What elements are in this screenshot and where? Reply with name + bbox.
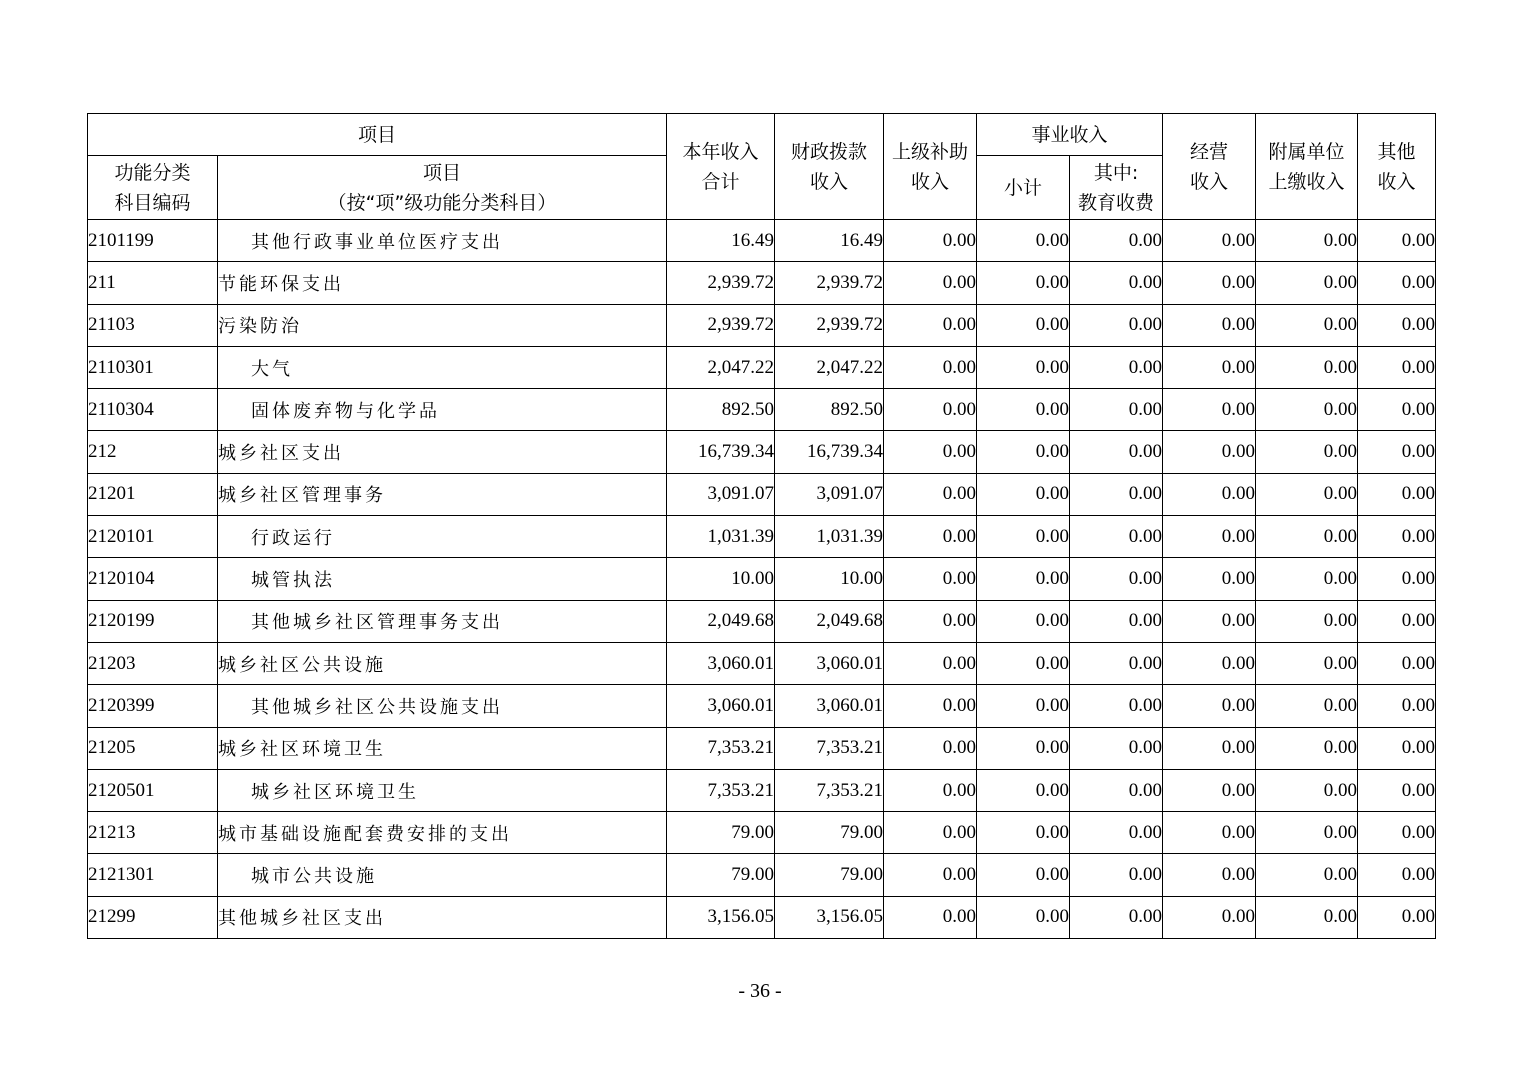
operating-cell: 0.00 <box>1163 431 1256 473</box>
superior-cell: 0.00 <box>884 685 977 727</box>
subtotal-cell: 0.00 <box>977 727 1070 769</box>
affiliated-cell: 0.00 <box>1256 516 1358 558</box>
fiscal-income-header: 财政拨款 收入 <box>775 114 884 220</box>
fiscal-cell: 7,353.21 <box>775 769 884 811</box>
fiscal-cell: 79.00 <box>775 812 884 854</box>
total-cell: 3,091.07 <box>667 473 775 515</box>
item-name-cell: 城市公共设施 <box>218 854 667 896</box>
subtotal-cell: 0.00 <box>977 304 1070 346</box>
table-row <box>88 346 1436 388</box>
superior-cell: 0.00 <box>884 262 977 304</box>
fiscal-cell: 16,739.34 <box>775 431 884 473</box>
superior-cell: 0.00 <box>884 220 977 262</box>
affiliated-cell: 0.00 <box>1256 389 1358 431</box>
code-cell: 21201 <box>88 473 218 515</box>
education-cell: 0.00 <box>1070 431 1163 473</box>
table-body <box>88 220 1436 939</box>
operating-cell: 0.00 <box>1163 642 1256 684</box>
total-cell: 2,049.68 <box>667 600 775 642</box>
education-cell: 0.00 <box>1070 812 1163 854</box>
total-cell: 2,047.22 <box>667 346 775 388</box>
subtotal-cell: 0.00 <box>977 600 1070 642</box>
affiliated-cell: 0.00 <box>1256 854 1358 896</box>
other-income-header: 其他 收入 <box>1358 114 1436 220</box>
other-cell: 0.00 <box>1358 854 1436 896</box>
total-cell: 2,939.72 <box>667 304 775 346</box>
subtotal-cell: 0.00 <box>977 473 1070 515</box>
education-cell: 0.00 <box>1070 896 1163 938</box>
fiscal-cell: 3,156.05 <box>775 896 884 938</box>
subtotal-cell: 0.00 <box>977 896 1070 938</box>
table-row <box>88 727 1436 769</box>
project-group-header: 项目 <box>88 114 667 156</box>
total-cell: 3,156.05 <box>667 896 775 938</box>
other-cell: 0.00 <box>1358 473 1436 515</box>
item-name-cell: 其他城乡社区支出 <box>218 896 667 938</box>
fiscal-cell: 16.49 <box>775 220 884 262</box>
subtotal-cell: 0.00 <box>977 431 1070 473</box>
education-cell: 0.00 <box>1070 685 1163 727</box>
education-cell: 0.00 <box>1070 220 1163 262</box>
code-cell: 2110301 <box>88 346 218 388</box>
subtotal-cell: 0.00 <box>977 854 1070 896</box>
item-name-cell: 污染防治 <box>218 304 667 346</box>
affiliated-cell: 0.00 <box>1256 727 1358 769</box>
code-cell: 2120101 <box>88 516 218 558</box>
education-cell: 0.00 <box>1070 346 1163 388</box>
table-row <box>88 558 1436 600</box>
code-cell: 2120199 <box>88 600 218 642</box>
item-name-cell: 城乡社区环境卫生 <box>218 727 667 769</box>
code-cell: 21299 <box>88 896 218 938</box>
operating-cell: 0.00 <box>1163 600 1256 642</box>
operating-cell: 0.00 <box>1163 516 1256 558</box>
item-name-cell: 城乡社区公共设施 <box>218 642 667 684</box>
operating-cell: 0.00 <box>1163 220 1256 262</box>
subtotal-cell: 0.00 <box>977 812 1070 854</box>
total-cell: 2,939.72 <box>667 262 775 304</box>
superior-cell: 0.00 <box>884 431 977 473</box>
code-cell: 2110304 <box>88 389 218 431</box>
subtotal-cell: 0.00 <box>977 346 1070 388</box>
operating-cell: 0.00 <box>1163 812 1256 854</box>
education-fees-header: 其中: 教育收费 <box>1070 156 1163 220</box>
fiscal-cell: 10.00 <box>775 558 884 600</box>
total-cell: 79.00 <box>667 812 775 854</box>
business-income-header: 事业收入 <box>977 114 1163 156</box>
total-cell: 16,739.34 <box>667 431 775 473</box>
total-cell: 3,060.01 <box>667 642 775 684</box>
table-row <box>88 473 1436 515</box>
operating-cell: 0.00 <box>1163 727 1256 769</box>
affiliated-cell: 0.00 <box>1256 812 1358 854</box>
table-row <box>88 600 1436 642</box>
total-cell: 16.49 <box>667 220 775 262</box>
affiliated-cell: 0.00 <box>1256 473 1358 515</box>
education-cell: 0.00 <box>1070 727 1163 769</box>
table-row <box>88 685 1436 727</box>
table-row <box>88 431 1436 473</box>
other-cell: 0.00 <box>1358 431 1436 473</box>
affiliated-cell: 0.00 <box>1256 769 1358 811</box>
code-cell: 212 <box>88 431 218 473</box>
superior-cell: 0.00 <box>884 389 977 431</box>
other-cell: 0.00 <box>1358 220 1436 262</box>
superior-cell: 0.00 <box>884 346 977 388</box>
subtotal-cell: 0.00 <box>977 262 1070 304</box>
item-header: 项目 （按“项”级功能分类科目） <box>218 156 667 220</box>
other-cell: 0.00 <box>1358 516 1436 558</box>
table-row <box>88 304 1436 346</box>
subtotal-cell: 0.00 <box>977 558 1070 600</box>
education-cell: 0.00 <box>1070 304 1163 346</box>
other-cell: 0.00 <box>1358 304 1436 346</box>
education-cell: 0.00 <box>1070 600 1163 642</box>
operating-cell: 0.00 <box>1163 262 1256 304</box>
code-cell: 21213 <box>88 812 218 854</box>
other-cell: 0.00 <box>1358 769 1436 811</box>
operating-cell: 0.00 <box>1163 346 1256 388</box>
code-cell: 2121301 <box>88 854 218 896</box>
superior-cell: 0.00 <box>884 642 977 684</box>
code-cell: 2101199 <box>88 220 218 262</box>
item-name-cell: 行政运行 <box>218 516 667 558</box>
fiscal-cell: 2,939.72 <box>775 304 884 346</box>
total-income-header: 本年收入 合计 <box>667 114 775 220</box>
fiscal-cell: 79.00 <box>775 854 884 896</box>
item-name-cell: 节能环保支出 <box>218 262 667 304</box>
total-cell: 3,060.01 <box>667 685 775 727</box>
fiscal-cell: 2,049.68 <box>775 600 884 642</box>
superior-cell: 0.00 <box>884 473 977 515</box>
operating-cell: 0.00 <box>1163 558 1256 600</box>
affiliated-cell: 0.00 <box>1256 262 1358 304</box>
item-name-cell: 固体废弃物与化学品 <box>218 389 667 431</box>
other-cell: 0.00 <box>1358 346 1436 388</box>
table-row <box>88 516 1436 558</box>
superior-cell: 0.00 <box>884 727 977 769</box>
table-row <box>88 642 1436 684</box>
other-cell: 0.00 <box>1358 558 1436 600</box>
education-cell: 0.00 <box>1070 516 1163 558</box>
subtotal-cell: 0.00 <box>977 389 1070 431</box>
item-name-cell: 城乡社区支出 <box>218 431 667 473</box>
table-row <box>88 896 1436 938</box>
table-row <box>88 812 1436 854</box>
affiliated-cell: 0.00 <box>1256 896 1358 938</box>
operating-cell: 0.00 <box>1163 473 1256 515</box>
fiscal-cell: 3,060.01 <box>775 685 884 727</box>
total-cell: 892.50 <box>667 389 775 431</box>
item-name-cell: 城乡社区管理事务 <box>218 473 667 515</box>
code-cell: 21203 <box>88 642 218 684</box>
education-cell: 0.00 <box>1070 854 1163 896</box>
code-cell: 21205 <box>88 727 218 769</box>
subtotal-cell: 0.00 <box>977 685 1070 727</box>
affiliated-cell: 0.00 <box>1256 346 1358 388</box>
other-cell: 0.00 <box>1358 262 1436 304</box>
education-cell: 0.00 <box>1070 389 1163 431</box>
budget-income-table <box>87 113 1436 939</box>
code-cell: 2120399 <box>88 685 218 727</box>
table-row <box>88 389 1436 431</box>
fiscal-cell: 2,939.72 <box>775 262 884 304</box>
affiliated-income-header: 附属单位 上缴收入 <box>1256 114 1358 220</box>
superior-cell: 0.00 <box>884 854 977 896</box>
operating-cell: 0.00 <box>1163 769 1256 811</box>
table-row <box>88 262 1436 304</box>
superior-cell: 0.00 <box>884 600 977 642</box>
affiliated-cell: 0.00 <box>1256 642 1358 684</box>
table-row <box>88 769 1436 811</box>
fiscal-cell: 3,060.01 <box>775 642 884 684</box>
item-name-cell: 大气 <box>218 346 667 388</box>
superior-cell: 0.00 <box>884 812 977 854</box>
subtotal-header: 小计 <box>977 156 1070 220</box>
total-cell: 7,353.21 <box>667 769 775 811</box>
superior-cell: 0.00 <box>884 516 977 558</box>
item-name-cell: 其他城乡社区管理事务支出 <box>218 600 667 642</box>
other-cell: 0.00 <box>1358 600 1436 642</box>
other-cell: 0.00 <box>1358 896 1436 938</box>
education-cell: 0.00 <box>1070 558 1163 600</box>
other-cell: 0.00 <box>1358 389 1436 431</box>
superior-cell: 0.00 <box>884 896 977 938</box>
subtotal-cell: 0.00 <box>977 220 1070 262</box>
operating-cell: 0.00 <box>1163 896 1256 938</box>
table-row <box>88 854 1436 896</box>
other-cell: 0.00 <box>1358 685 1436 727</box>
superior-subsidy-header: 上级补助 收入 <box>884 114 977 220</box>
subtotal-cell: 0.00 <box>977 769 1070 811</box>
subtotal-cell: 0.00 <box>977 516 1070 558</box>
superior-cell: 0.00 <box>884 769 977 811</box>
affiliated-cell: 0.00 <box>1256 600 1358 642</box>
code-cell: 21103 <box>88 304 218 346</box>
total-cell: 7,353.21 <box>667 727 775 769</box>
subtotal-cell: 0.00 <box>977 642 1070 684</box>
total-cell: 1,031.39 <box>667 516 775 558</box>
education-cell: 0.00 <box>1070 473 1163 515</box>
item-name-cell: 其他城乡社区公共设施支出 <box>218 685 667 727</box>
operating-cell: 0.00 <box>1163 389 1256 431</box>
operating-income-header: 经营 收入 <box>1163 114 1256 220</box>
item-name-cell: 城管执法 <box>218 558 667 600</box>
education-cell: 0.00 <box>1070 642 1163 684</box>
code-cell: 2120501 <box>88 769 218 811</box>
fiscal-cell: 7,353.21 <box>775 727 884 769</box>
other-cell: 0.00 <box>1358 812 1436 854</box>
total-cell: 10.00 <box>667 558 775 600</box>
affiliated-cell: 0.00 <box>1256 304 1358 346</box>
education-cell: 0.00 <box>1070 262 1163 304</box>
superior-cell: 0.00 <box>884 304 977 346</box>
code-cell: 211 <box>88 262 218 304</box>
fiscal-cell: 3,091.07 <box>775 473 884 515</box>
affiliated-cell: 0.00 <box>1256 558 1358 600</box>
operating-cell: 0.00 <box>1163 304 1256 346</box>
item-name-cell: 城市基础设施配套费安排的支出 <box>218 812 667 854</box>
fiscal-cell: 2,047.22 <box>775 346 884 388</box>
code-cell: 2120104 <box>88 558 218 600</box>
affiliated-cell: 0.00 <box>1256 685 1358 727</box>
total-cell: 79.00 <box>667 854 775 896</box>
table-row <box>88 220 1436 262</box>
item-name-cell: 其他行政事业单位医疗支出 <box>218 220 667 262</box>
item-name-cell: 城乡社区环境卫生 <box>218 769 667 811</box>
affiliated-cell: 0.00 <box>1256 431 1358 473</box>
page-number: - 36 - <box>738 980 782 1002</box>
operating-cell: 0.00 <box>1163 685 1256 727</box>
other-cell: 0.00 <box>1358 642 1436 684</box>
education-cell: 0.00 <box>1070 769 1163 811</box>
fiscal-cell: 1,031.39 <box>775 516 884 558</box>
superior-cell: 0.00 <box>884 558 977 600</box>
other-cell: 0.00 <box>1358 727 1436 769</box>
operating-cell: 0.00 <box>1163 854 1256 896</box>
affiliated-cell: 0.00 <box>1256 220 1358 262</box>
fiscal-cell: 892.50 <box>775 389 884 431</box>
code-header: 功能分类 科目编码 <box>88 156 218 220</box>
